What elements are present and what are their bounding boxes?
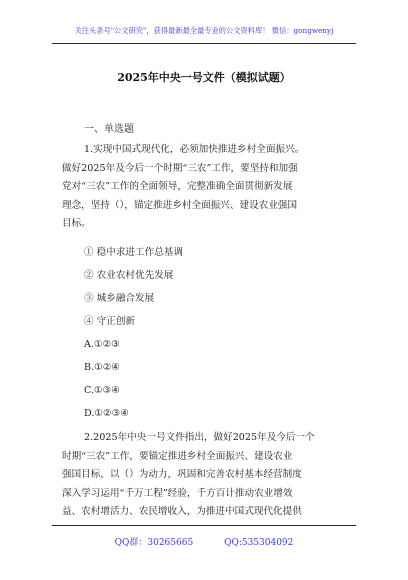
header-divider xyxy=(52,43,356,44)
document-title: 2025年中央一号文件（模拟试题） xyxy=(117,71,291,84)
footer-divider xyxy=(52,525,356,526)
statement-3: ③ 城乡融合发展 xyxy=(84,293,155,304)
choice-a: A.①②③ xyxy=(84,339,120,350)
statement-2: ② 农业农村优先发展 xyxy=(84,270,174,281)
question-1-line: 做好2025年及今后一个时期“三农”工作，要坚持和加强 xyxy=(62,162,298,174)
choice-b: B.①②④ xyxy=(84,362,120,373)
statement-1: ① 稳中求进工作总基调 xyxy=(84,247,183,258)
question-2-text xyxy=(62,429,348,522)
section-heading: 一、单选题 xyxy=(84,124,134,135)
header-note: 关注头条号"公文研究"，获得最新最全最专业的公文资料库！ 微信：gongwenyj xyxy=(74,26,334,35)
statement-4: ④ 守正创新 xyxy=(84,316,136,327)
footer xyxy=(0,535,408,548)
question-1-line: 1.实现中国式现代化，必须加快推进乡村全面振兴。 xyxy=(84,144,305,155)
question-1-line: 理念，坚持（），锚定推进乡村全面振兴、建设农业强国 xyxy=(62,199,298,211)
question-1-text xyxy=(62,141,348,234)
footer-qq-group: QQ群：30265665 xyxy=(114,538,194,548)
question-1-line: 党对“三农”工作的全面领导，完整准确全面贯彻新发展 xyxy=(62,181,293,192)
question-2-line: 时期“三农”工作，要锚定推进乡村全面振兴、建设农业 xyxy=(62,450,293,462)
choice-c: C.①③④ xyxy=(84,385,120,396)
question-2-line: 益、农村增活力、农民增收入，为推进中国式现代化提供 xyxy=(62,506,302,517)
question-2-line: 2.2025年中央一号文件指出，做好2025年及今后一个 xyxy=(84,432,315,443)
question-1-line: 目标。 xyxy=(62,218,91,229)
footer-qq-number: QQ:535304092 xyxy=(224,538,294,548)
question-1-options xyxy=(84,241,183,425)
question-2-line: 深入学习运用“千万工程”经验，千方百计推动农业增效 xyxy=(62,487,293,499)
choice-d: D.①②③④ xyxy=(84,408,129,419)
question-2-line: 强国目标，以（）为动力，巩固和完善农村基本经营制度 xyxy=(62,469,302,480)
